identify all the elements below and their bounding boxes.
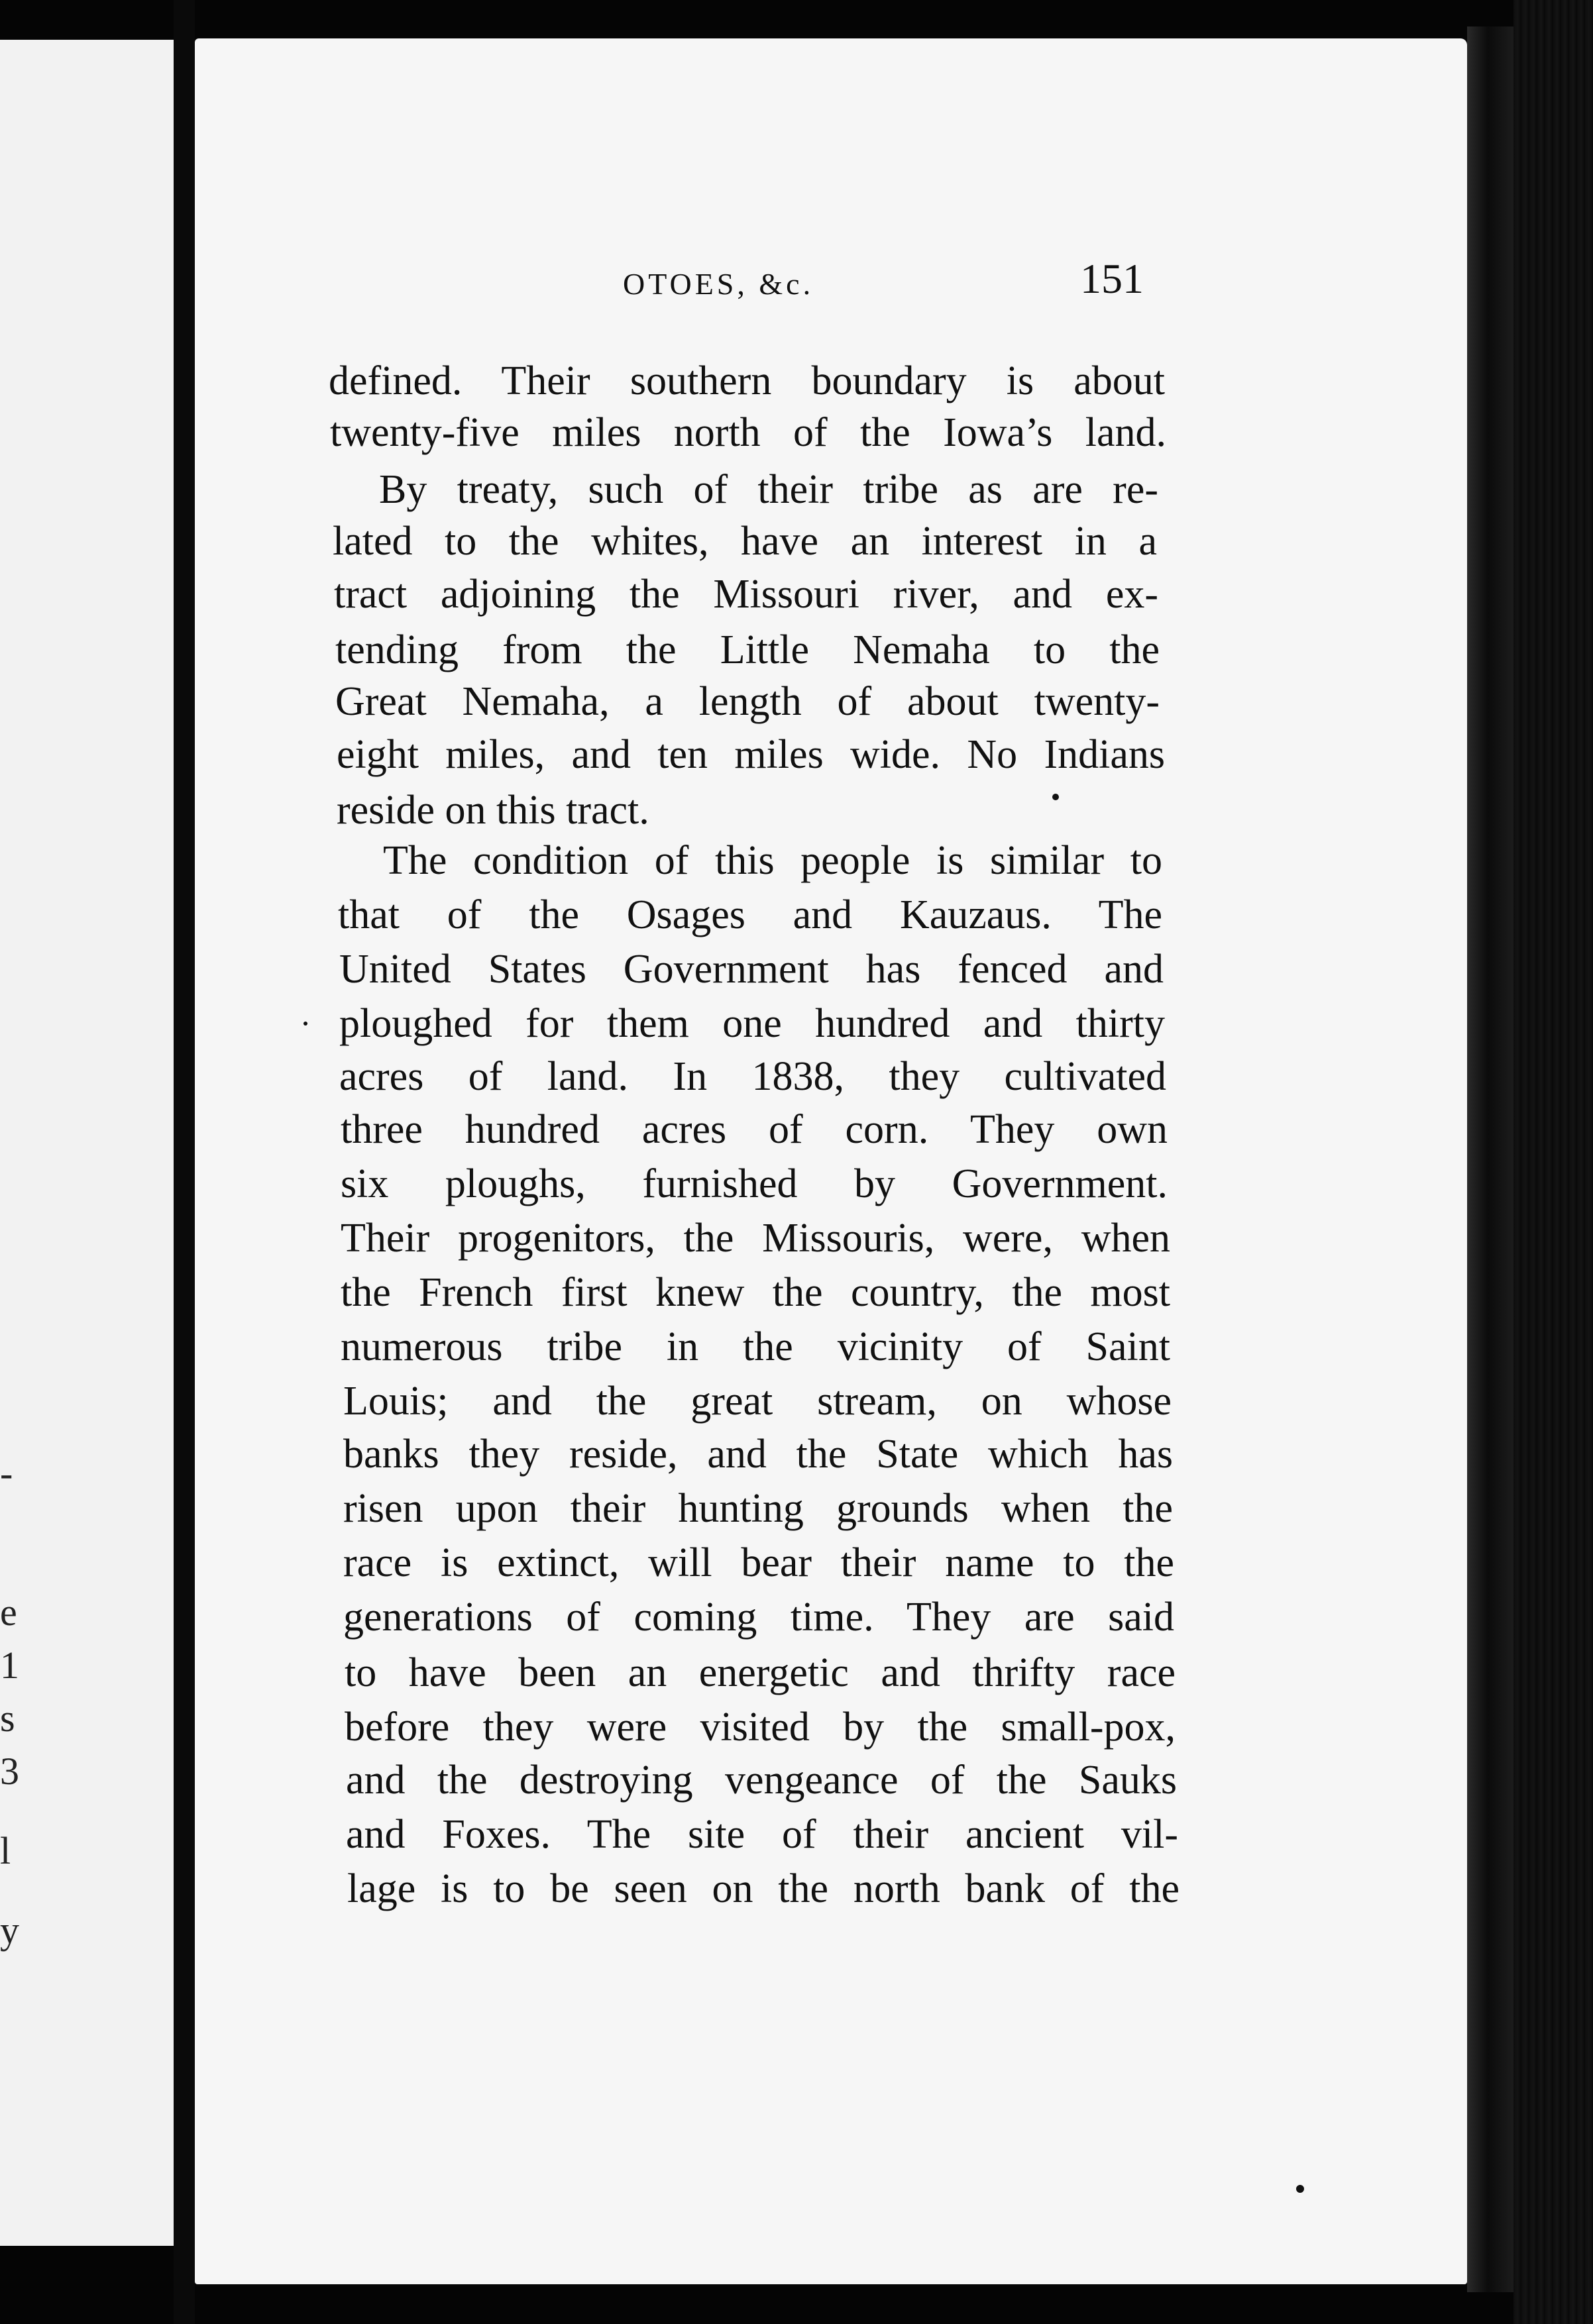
- ink-speck: [1052, 794, 1059, 800]
- text-line: race is extinct, will bear their name to the: [343, 1540, 1174, 1585]
- text-line: The condition of this people is similar to: [383, 838, 1162, 883]
- text-line: Their progenitors, the Missouris, were, when: [341, 1216, 1170, 1261]
- text-line: that of the Osages and Kauzaus. The: [338, 892, 1162, 937]
- text-line: tending from the Little Nemaha to the: [335, 627, 1160, 672]
- book-cover-edge: [1513, 0, 1593, 2324]
- text-line: defined. Their southern boundary is about: [329, 358, 1165, 403]
- text-line: lated to the whites, have an interest in a: [333, 519, 1157, 564]
- facing-page-fragment: l: [0, 1829, 11, 1872]
- facing-page-fragment: -: [0, 1452, 13, 1495]
- facing-page-fragment: e: [0, 1591, 17, 1634]
- text-line: Louis; and the great stream, on whose: [343, 1379, 1172, 1424]
- text-line: acres of land. In 1838, they cultivated: [339, 1054, 1166, 1099]
- running-head: OTOES, &c.: [623, 267, 814, 301]
- text-line: tract adjoining the Missouri river, and ex-: [334, 572, 1158, 617]
- text-line: United States Government has fenced and: [339, 947, 1164, 992]
- text-line: By treaty, such of their tribe as are re-: [379, 467, 1158, 512]
- facing-page-fragment: s: [0, 1697, 15, 1740]
- text-line: reside on this tract.: [337, 788, 649, 833]
- text-line: numerous tribe in the vicinity of Saint: [341, 1324, 1170, 1369]
- text-line: twenty-five miles north of the Iowa’s land.: [330, 410, 1166, 455]
- text-line: to have been an energetic and thrifty race: [345, 1650, 1176, 1695]
- book-gutter: [174, 0, 195, 2324]
- text-line: Great Nemaha, a length of about twenty-: [335, 679, 1160, 724]
- text-line: the French first knew the country, the most: [341, 1270, 1170, 1315]
- ink-speck: [1296, 2185, 1304, 2193]
- facing-page: [0, 40, 174, 2246]
- page-number: 151: [1080, 255, 1144, 302]
- text-line: before they were visited by the small-pox,: [345, 1705, 1176, 1750]
- text-line: lage is to be seen on the north bank of the: [347, 1866, 1180, 1911]
- page-edge-shadow: [1467, 26, 1513, 2292]
- facing-page-fragment: 3: [0, 1750, 19, 1793]
- text-line: six ploughs, furnished by Government.: [341, 1161, 1168, 1206]
- ink-speck: [303, 1022, 307, 1026]
- text-line: and Foxes. The site of their ancient vil-: [346, 1812, 1178, 1857]
- text-line: risen upon their hunting grounds when the: [343, 1486, 1173, 1531]
- text-line: eight miles, and ten miles wide. No Indians: [337, 732, 1165, 777]
- text-line: generations of coming time. They are said: [343, 1595, 1174, 1640]
- text-line: three hundred acres of corn. They own: [341, 1107, 1168, 1152]
- facing-page-fragment: 1: [0, 1644, 19, 1687]
- text-line: and the destroying vengeance of the Sauks: [346, 1758, 1177, 1803]
- text-line: ploughed for them one hundred and thirty: [339, 1001, 1165, 1046]
- text-line: banks they reside, and the State which has: [343, 1432, 1173, 1477]
- facing-page-fragment: y: [0, 1909, 19, 1952]
